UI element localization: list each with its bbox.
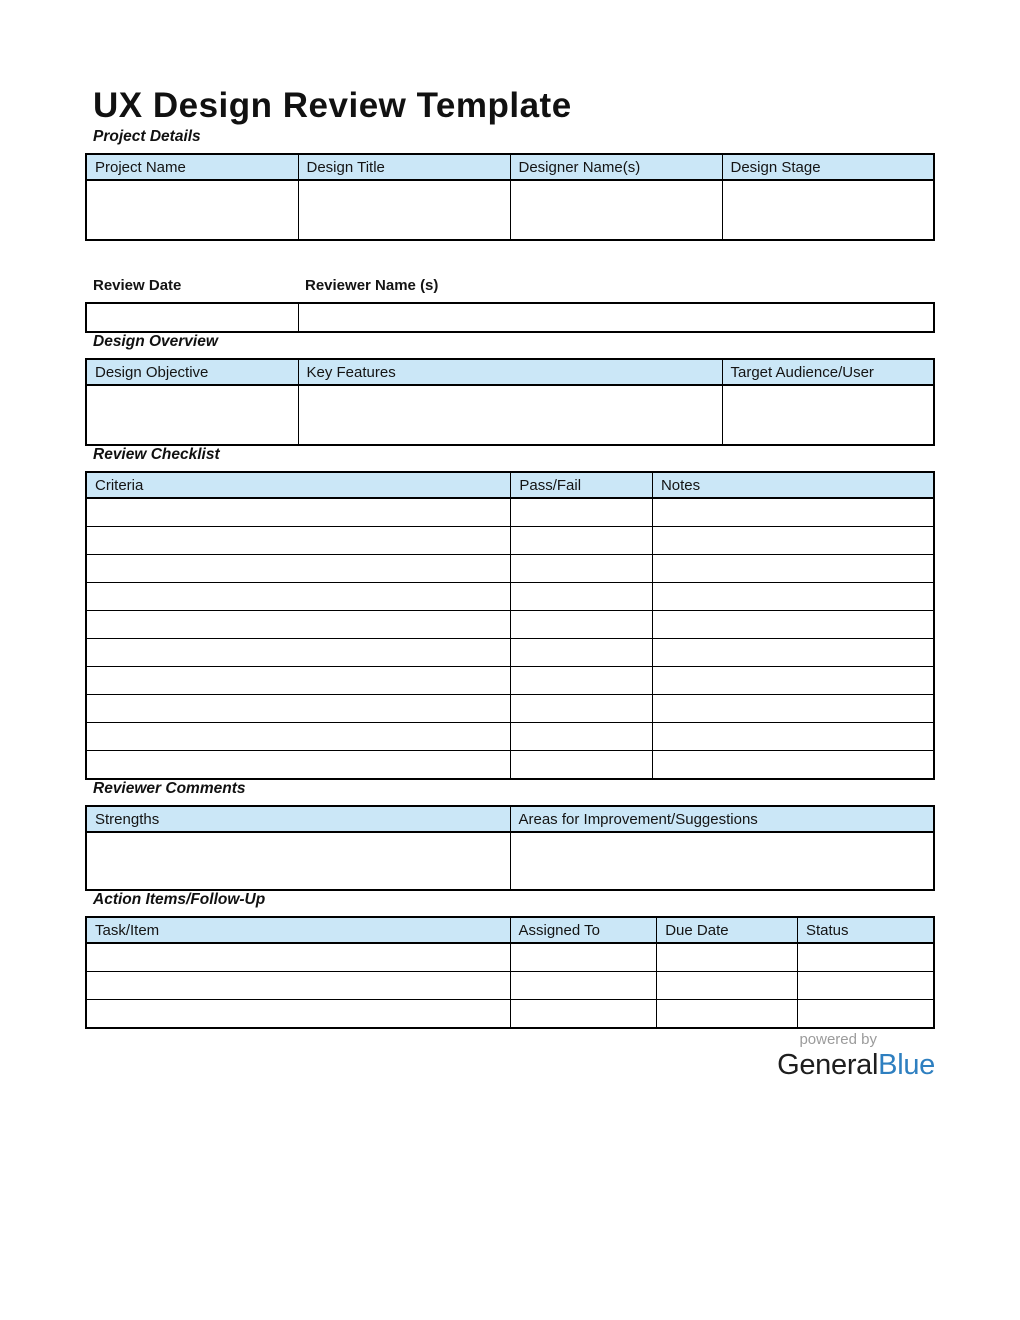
due-date-cell (657, 1000, 798, 1029)
checklist-row (86, 723, 934, 751)
checklist-row (86, 583, 934, 611)
column-header-design-objective: Design Objective (86, 359, 298, 385)
action-item-row (86, 1000, 934, 1029)
column-header-strengths: Strengths (86, 806, 510, 832)
notes-cell (652, 723, 934, 751)
assigned-to-cell (510, 943, 657, 972)
pass-fail-cell (511, 723, 653, 751)
review-info-labels (85, 277, 935, 295)
action-item-row (86, 972, 934, 1000)
criteria-cell (86, 498, 511, 527)
notes-cell (652, 555, 934, 583)
designer-names-cell (510, 180, 722, 240)
section-heading-reviewer-comments: Reviewer Comments (93, 780, 246, 797)
brand-blue-text: Blue (878, 1049, 935, 1081)
criteria-cell (86, 639, 511, 667)
project-name-cell (86, 180, 298, 240)
pass-fail-cell (511, 667, 653, 695)
review-checklist-table (85, 471, 935, 780)
section-heading-project-details: Project Details (93, 128, 201, 145)
notes-cell (652, 667, 934, 695)
assigned-to-cell (510, 1000, 657, 1029)
page-title: UX Design Review Template (93, 86, 572, 125)
reviewer-comments-entry-row (86, 832, 934, 890)
checklist-row (86, 611, 934, 639)
column-header-design-stage: Design Stage (722, 154, 934, 180)
reviewer-comments-header-row (86, 806, 934, 832)
checklist-row (86, 639, 934, 667)
pass-fail-cell (511, 751, 653, 780)
assigned-to-cell (510, 972, 657, 1000)
target-audience-cell (722, 385, 934, 445)
action-items-header-row (86, 917, 934, 943)
column-header-pass-fail: Pass/Fail (511, 472, 653, 498)
notes-cell (652, 498, 934, 527)
project-details-entry-row (86, 180, 934, 240)
design-overview-entry-row (86, 385, 934, 445)
section-heading-action-items: Action Items/Follow-Up (93, 891, 266, 908)
task-item-cell (86, 943, 510, 972)
review-info-table (85, 302, 935, 333)
action-items-table (85, 916, 935, 1029)
review-date-label: Review Date (93, 277, 182, 294)
notes-cell (652, 611, 934, 639)
generalblue-logo (85, 1049, 935, 1082)
checklist-row (86, 555, 934, 583)
column-header-status: Status (797, 917, 934, 943)
reviewer-comments-table (85, 805, 935, 891)
checklist-row (86, 667, 934, 695)
status-cell (797, 943, 934, 972)
checklist-row (86, 695, 934, 723)
column-header-assigned-to: Assigned To (510, 917, 657, 943)
task-item-cell (86, 972, 510, 1000)
criteria-cell (86, 723, 511, 751)
due-date-cell (657, 943, 798, 972)
reviewer-name-label: Reviewer Name (s) (305, 277, 439, 294)
column-header-task-item: Task/Item (86, 917, 510, 943)
pass-fail-cell (511, 583, 653, 611)
notes-cell (652, 751, 934, 780)
checklist-row (86, 498, 934, 527)
column-header-areas-improvement: Areas for Improvement/Suggestions (510, 806, 934, 832)
due-date-cell (657, 972, 798, 1000)
strengths-cell (86, 832, 510, 890)
notes-cell (652, 527, 934, 555)
status-cell (797, 1000, 934, 1029)
section-heading-review-checklist: Review Checklist (93, 446, 220, 463)
criteria-cell (86, 555, 511, 583)
design-overview-table (85, 358, 935, 446)
notes-cell (652, 583, 934, 611)
design-stage-cell (722, 180, 934, 240)
brand-footer (85, 1031, 935, 1082)
column-header-criteria: Criteria (86, 472, 511, 498)
review-date-cell (86, 303, 298, 332)
criteria-cell (86, 611, 511, 639)
task-item-cell (86, 1000, 510, 1029)
project-details-header-row (86, 154, 934, 180)
design-overview-header-row (86, 359, 934, 385)
brand-general-text: General (777, 1049, 879, 1081)
criteria-cell (86, 695, 511, 723)
areas-improvement-cell (510, 832, 934, 890)
notes-cell (652, 639, 934, 667)
pass-fail-cell (511, 611, 653, 639)
pass-fail-cell (511, 527, 653, 555)
key-features-cell (298, 385, 722, 445)
criteria-cell (86, 527, 511, 555)
pass-fail-cell (511, 498, 653, 527)
pass-fail-cell (511, 695, 653, 723)
design-title-cell (298, 180, 510, 240)
checklist-row (86, 751, 934, 780)
notes-cell (652, 695, 934, 723)
review-checklist-header-row (86, 472, 934, 498)
criteria-cell (86, 751, 511, 780)
design-objective-cell (86, 385, 298, 445)
column-header-project-name: Project Name (86, 154, 298, 180)
column-header-target-audience: Target Audience/User (722, 359, 934, 385)
section-heading-design-overview: Design Overview (93, 333, 218, 350)
pass-fail-cell (511, 639, 653, 667)
column-header-notes: Notes (652, 472, 934, 498)
pass-fail-cell (511, 555, 653, 583)
status-cell (797, 972, 934, 1000)
project-details-table (85, 153, 935, 241)
column-header-due-date: Due Date (657, 917, 798, 943)
checklist-row (86, 527, 934, 555)
criteria-cell (86, 583, 511, 611)
powered-by-text: powered by (799, 1031, 877, 1048)
column-header-design-title: Design Title (298, 154, 510, 180)
reviewer-name-cell (298, 303, 934, 332)
action-item-row (86, 943, 934, 972)
column-header-key-features: Key Features (298, 359, 722, 385)
review-info-entry-row (86, 303, 934, 332)
column-header-designer-names: Designer Name(s) (510, 154, 722, 180)
criteria-cell (86, 667, 511, 695)
